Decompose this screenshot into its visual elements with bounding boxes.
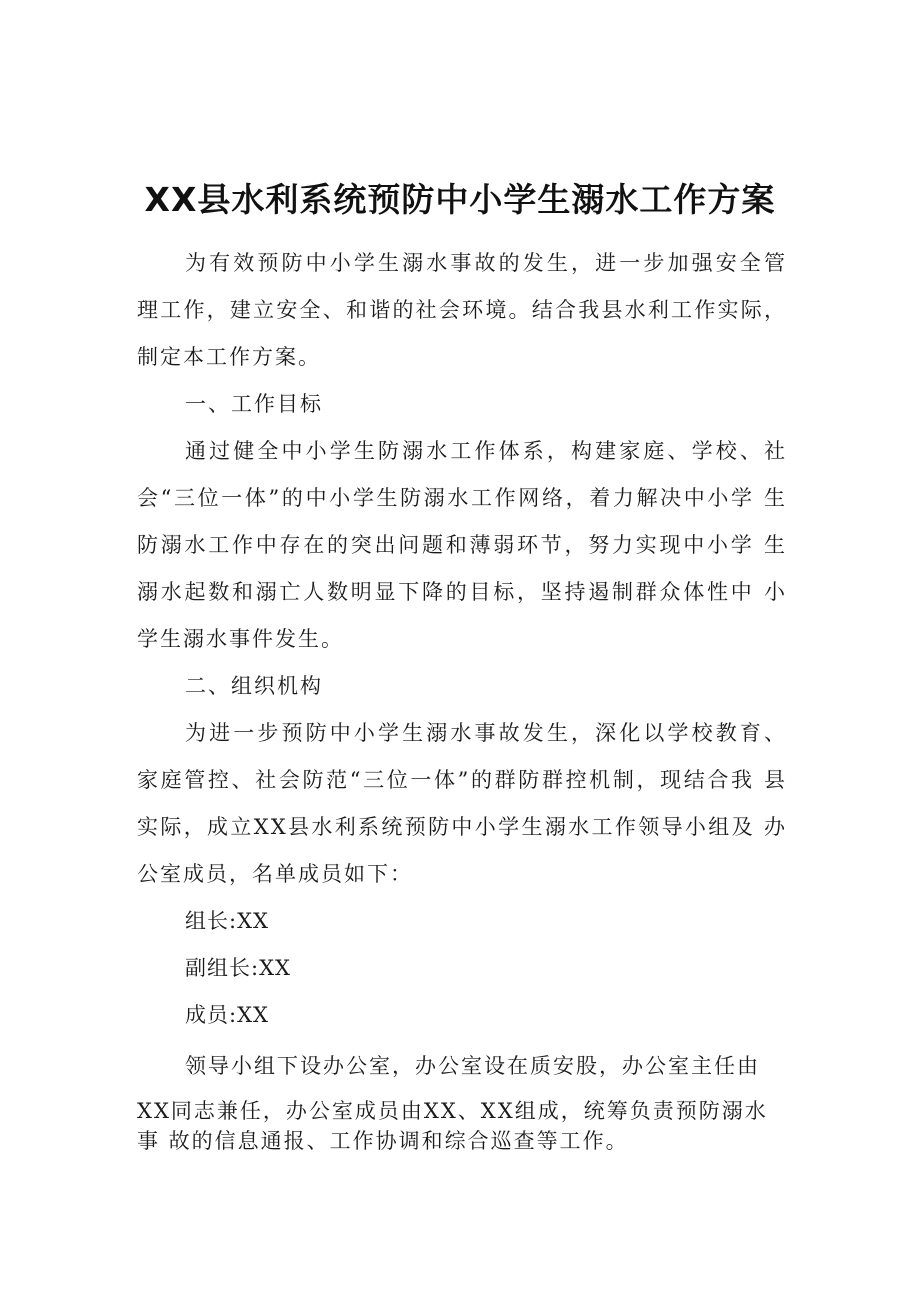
document-title: XX县水利系统预防中小学生溺水工作方案 [144,180,776,219]
member-members: 成员:XX [185,1003,269,1027]
section-heading-goals: 一、工作目标 [185,392,323,416]
member-leader: 组长:XX [185,909,269,933]
organization-paragraph: 为进一步预防中小学生溺水事故发生，深化以学校教育、 家庭管控、社会防范“三位一体”的群防群控机制，现结合我 县实际，成立XX县水利系统预防中小学生溺水工作领导小组及 办公室成员，名单成员如下： [137,721,787,886]
goals-paragraph: 通过健全中小学生防溺水工作体系，构建家庭、学校、社 会“三位一体”的中小学生防溺水工作网络，着力解决中小学 生防溺水工作中存在的突出问题和薄弱环节，努力实现中小学 生溺水起数和溺亡人数明显下降的目标，坚持遏制群众体性中 小学生溺水事件发生。 [137,439,787,651]
office-paragraph-line1: 领导小组下设办公室，办公室设在质安股，办公室主任由 [185,1054,760,1078]
section-heading-organization: 二、组织机构 [185,674,323,698]
office-paragraph-line2: XX同志兼任，办公室成员由XX、XX组成，统筹负责预防溺水事 故的信息通报、工作协调和综合巡查等工作。 [137,1099,768,1153]
intro-paragraph: 为有效预防中小学生溺水事故的发生，进一步加强安全管 理工作，建立安全、和谐的社会环境。结合我县水利工作实际， 制定本工作方案。 [137,251,787,369]
document-body [137,240,787,1156]
member-deputy-leader: 副组长:XX [185,956,291,980]
